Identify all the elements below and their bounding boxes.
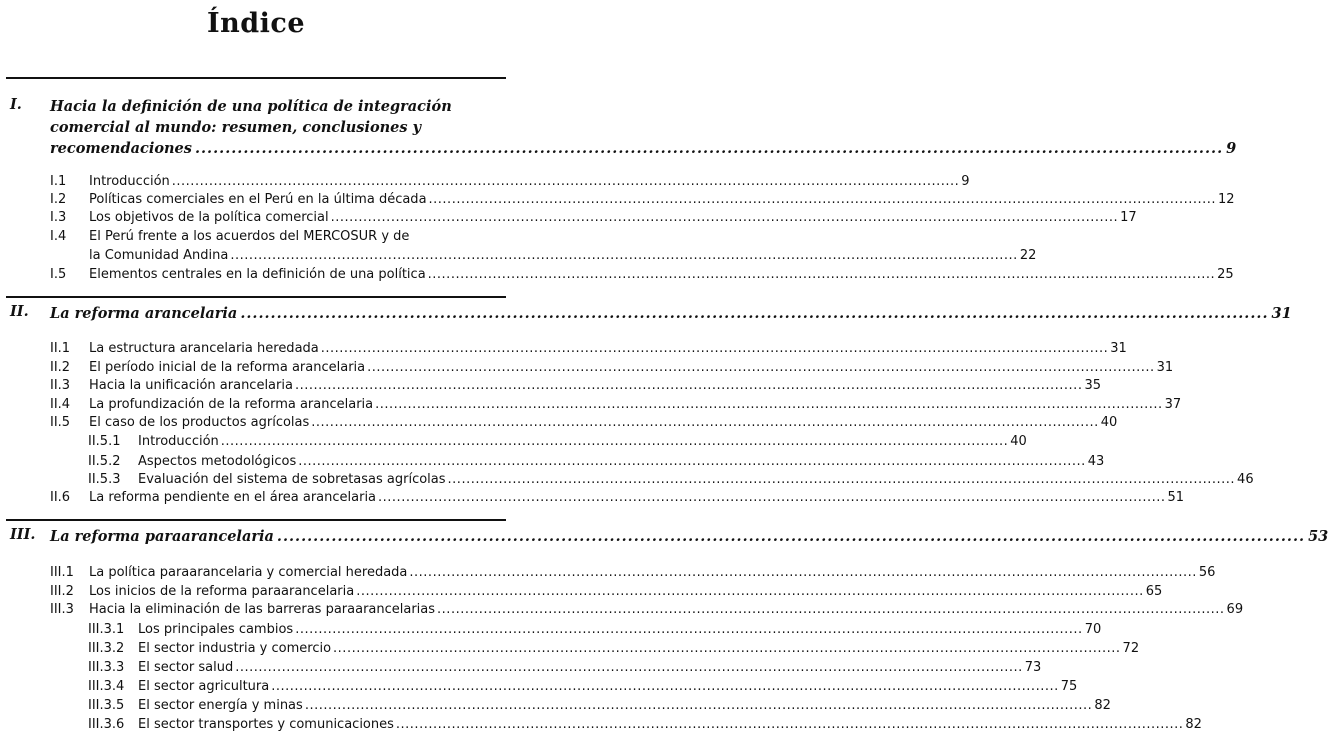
section-number: III.1: [50, 565, 74, 580]
section-title: Introducción: [138, 434, 219, 449]
section-number: II.3: [50, 378, 71, 393]
dot-leader: ..........................................................................................................................................................................: [171, 174, 960, 189]
page-number: 17: [1120, 210, 1137, 225]
page-number: 82: [1185, 717, 1202, 732]
page-number: 70: [1084, 622, 1102, 637]
toc-subentry[interactable]: [0, 471, 1254, 489]
section-title: Los principales cambios: [138, 622, 294, 637]
chapter-title-line: comercial al mundo: resumen, conclusiones y: [50, 119, 422, 136]
dot-leader: ..........................................................................................................................................................................: [194, 140, 1224, 157]
page-number: 9: [1226, 140, 1237, 157]
page-number: 31: [1156, 360, 1174, 375]
section-title: El sector transportes y comunicaciones: [138, 717, 394, 732]
dot-leader: ..........................................................................................................................................................................: [356, 584, 1144, 599]
section-number: I.5: [50, 267, 67, 282]
page-number: 75: [1060, 679, 1078, 694]
section-number: III.3.1: [88, 622, 125, 637]
section-number: I.2: [50, 192, 67, 207]
section-title: El sector agricultura: [138, 679, 270, 694]
toc-entry[interactable]: [0, 228, 512, 246]
section-title: La estructura arancelaria heredada: [89, 341, 319, 356]
page-number: 56: [1198, 565, 1216, 580]
dot-leader: ..........................................................................................................................................................................: [220, 434, 1009, 449]
toc-subentry[interactable]: [0, 433, 1027, 451]
section-title: Elementos centrales en la definición de una política: [89, 267, 426, 282]
toc-subentry[interactable]: [0, 621, 1102, 639]
section-number: I.1: [50, 174, 67, 189]
toc-entry-continued[interactable]: [0, 247, 1037, 265]
page-number: 53: [1308, 528, 1328, 545]
section-number: II.5.3: [88, 472, 121, 487]
toc-subentry[interactable]: [0, 678, 1078, 696]
dot-leader: ..........................................................................................................................................................................: [375, 397, 1163, 412]
dot-leader: ..........................................................................................................................................................................: [428, 192, 1217, 207]
dot-leader: ..........................................................................................................................................................................: [447, 472, 1236, 487]
chapter-title: La reforma arancelaria: [50, 305, 238, 322]
toc-subentry[interactable]: [0, 697, 1111, 715]
page-number: 65: [1145, 584, 1163, 599]
section-title: El sector salud: [138, 660, 234, 675]
dot-leader: ..........................................................................................................................................................................: [378, 490, 1166, 505]
section-number: II.5.2: [88, 454, 121, 469]
chapter-title-line: Hacia la definición de una política de integración: [50, 98, 452, 115]
page-number: 35: [1084, 378, 1101, 393]
section-number: III.3: [50, 602, 74, 617]
section-title: Aspectos metodológicos: [138, 454, 297, 469]
toc-entry[interactable]: [0, 601, 1244, 619]
divider: [6, 519, 506, 521]
dot-leader: ..........................................................................................................................................................................: [367, 360, 1155, 375]
dot-leader: ..........................................................................................................................................................................: [298, 454, 1086, 469]
page-number: 31: [1110, 341, 1127, 356]
toc-subentry[interactable]: [0, 640, 1140, 658]
dot-leader: ..........................................................................................................................................................................: [333, 641, 1121, 656]
dot-leader: ..........................................................................................................................................................................: [304, 698, 1093, 713]
dot-leader: ..........................................................................................................................................................................: [395, 717, 1184, 732]
chapter-number: III.: [10, 526, 36, 543]
dot-leader: ..........................................................................................................................................................................: [230, 248, 1018, 263]
section-title: Hacia la eliminación de las barreras paraarancelarias: [89, 602, 436, 617]
dot-leader: ..........................................................................................................................................................................: [294, 378, 1083, 393]
dot-leader: ..........................................................................................................................................................................: [235, 660, 1023, 675]
page-number: 31: [1271, 305, 1292, 322]
divider: [6, 296, 506, 298]
chapter-title-line: recomendaciones: [50, 140, 192, 157]
section-title: La política paraarancelaria y comercial heredada: [89, 565, 408, 580]
dot-leader: ..........................................................................................................................................................................: [311, 415, 1099, 430]
section-number: II.5: [50, 415, 71, 430]
dot-leader: ..........................................................................................................................................................................: [330, 210, 1119, 225]
section-title: Introducción: [89, 174, 170, 189]
section-number: II.1: [50, 341, 71, 356]
section-number: III.3.4: [88, 679, 125, 694]
section-title: la Comunidad Andina: [89, 248, 229, 263]
section-number: III.3.3: [88, 660, 125, 675]
divider: [6, 77, 506, 79]
page-number: 22: [1019, 248, 1037, 263]
page-number: 46: [1237, 472, 1254, 487]
toc-entry[interactable]: [0, 564, 1216, 582]
section-number: II.5.1: [88, 434, 121, 449]
section-title: El Perú frente a los acuerdos del MERCOSUR y de: [89, 229, 410, 244]
dot-leader: ..........................................................................................................................................................................: [409, 565, 1197, 580]
dot-leader: ..........................................................................................................................................................................: [437, 602, 1225, 617]
page-number: 37: [1164, 397, 1182, 412]
toc-entry[interactable]: [0, 489, 1185, 507]
section-title: El sector industria y comercio: [138, 641, 332, 656]
toc-subentry[interactable]: [0, 453, 1105, 471]
section-number: I.4: [50, 229, 67, 244]
section-title: El período inicial de la reforma arancelaria: [89, 360, 366, 375]
section-title: Hacia la unificación arancelaria: [89, 378, 293, 393]
toc-entry[interactable]: [0, 583, 1163, 601]
chapter-title: La reforma paraarancelaria: [50, 528, 274, 545]
dot-leader: ..........................................................................................................................................................................: [295, 622, 1083, 637]
chapter-number: II.: [10, 303, 29, 320]
section-title: La profundización de la reforma arancelaria: [89, 397, 374, 412]
section-title: El sector energía y minas: [138, 698, 303, 713]
section-number: II.6: [50, 490, 71, 505]
section-number: III.2: [50, 584, 74, 599]
section-number: III.3.2: [88, 641, 125, 656]
dot-leader: ..........................................................................................................................................................................: [276, 528, 1306, 545]
toc-entry[interactable]: [0, 359, 1174, 377]
section-number: III.3.6: [88, 717, 125, 732]
toc-entry[interactable]: [0, 209, 1137, 227]
page-title: Índice: [206, 8, 305, 39]
toc-subentry[interactable]: [0, 716, 1202, 734]
toc-entry[interactable]: [0, 173, 970, 191]
page-number: 9: [961, 174, 970, 189]
page-number: 12: [1218, 192, 1235, 207]
page-number: 25: [1217, 267, 1234, 282]
toc-entry[interactable]: [0, 414, 1118, 432]
section-title: Políticas comerciales en el Perú en la última década: [89, 192, 427, 207]
section-number: I.3: [50, 210, 67, 225]
section-title: Los objetivos de la política comercial: [89, 210, 329, 225]
page-number: 43: [1087, 454, 1105, 469]
page-number: 73: [1024, 660, 1042, 675]
section-number: III.3.5: [88, 698, 125, 713]
chapter-number: I.: [10, 96, 22, 113]
section-number: II.4: [50, 397, 71, 412]
page-number: 40: [1100, 415, 1118, 430]
dot-leader: ..........................................................................................................................................................................: [271, 679, 1059, 694]
page-number: 72: [1122, 641, 1140, 656]
toc-entry[interactable]: [0, 377, 1101, 395]
page-number: 40: [1010, 434, 1027, 449]
section-title: Evaluación del sistema de sobretasas agrícolas: [138, 472, 446, 487]
toc-entry[interactable]: [0, 266, 1234, 284]
toc-entry[interactable]: [0, 191, 1235, 209]
section-number: II.2: [50, 360, 71, 375]
page-number: 51: [1167, 490, 1185, 505]
page-number: 82: [1094, 698, 1111, 713]
dot-leader: ..........................................................................................................................................................................: [320, 341, 1109, 356]
toc-subentry[interactable]: [0, 659, 1042, 677]
dot-leader: ..........................................................................................................................................................................: [427, 267, 1216, 282]
toc-entry[interactable]: [0, 396, 1182, 414]
section-title: Los inicios de la reforma paraarancelaria: [89, 584, 355, 599]
dot-leader: ..........................................................................................................................................................................: [240, 305, 1269, 322]
page-number: 69: [1226, 602, 1244, 617]
toc-entry[interactable]: [0, 340, 1127, 358]
section-title: El caso de los productos agrícolas: [89, 415, 310, 430]
section-title: La reforma pendiente en el área arancelaria: [89, 490, 377, 505]
